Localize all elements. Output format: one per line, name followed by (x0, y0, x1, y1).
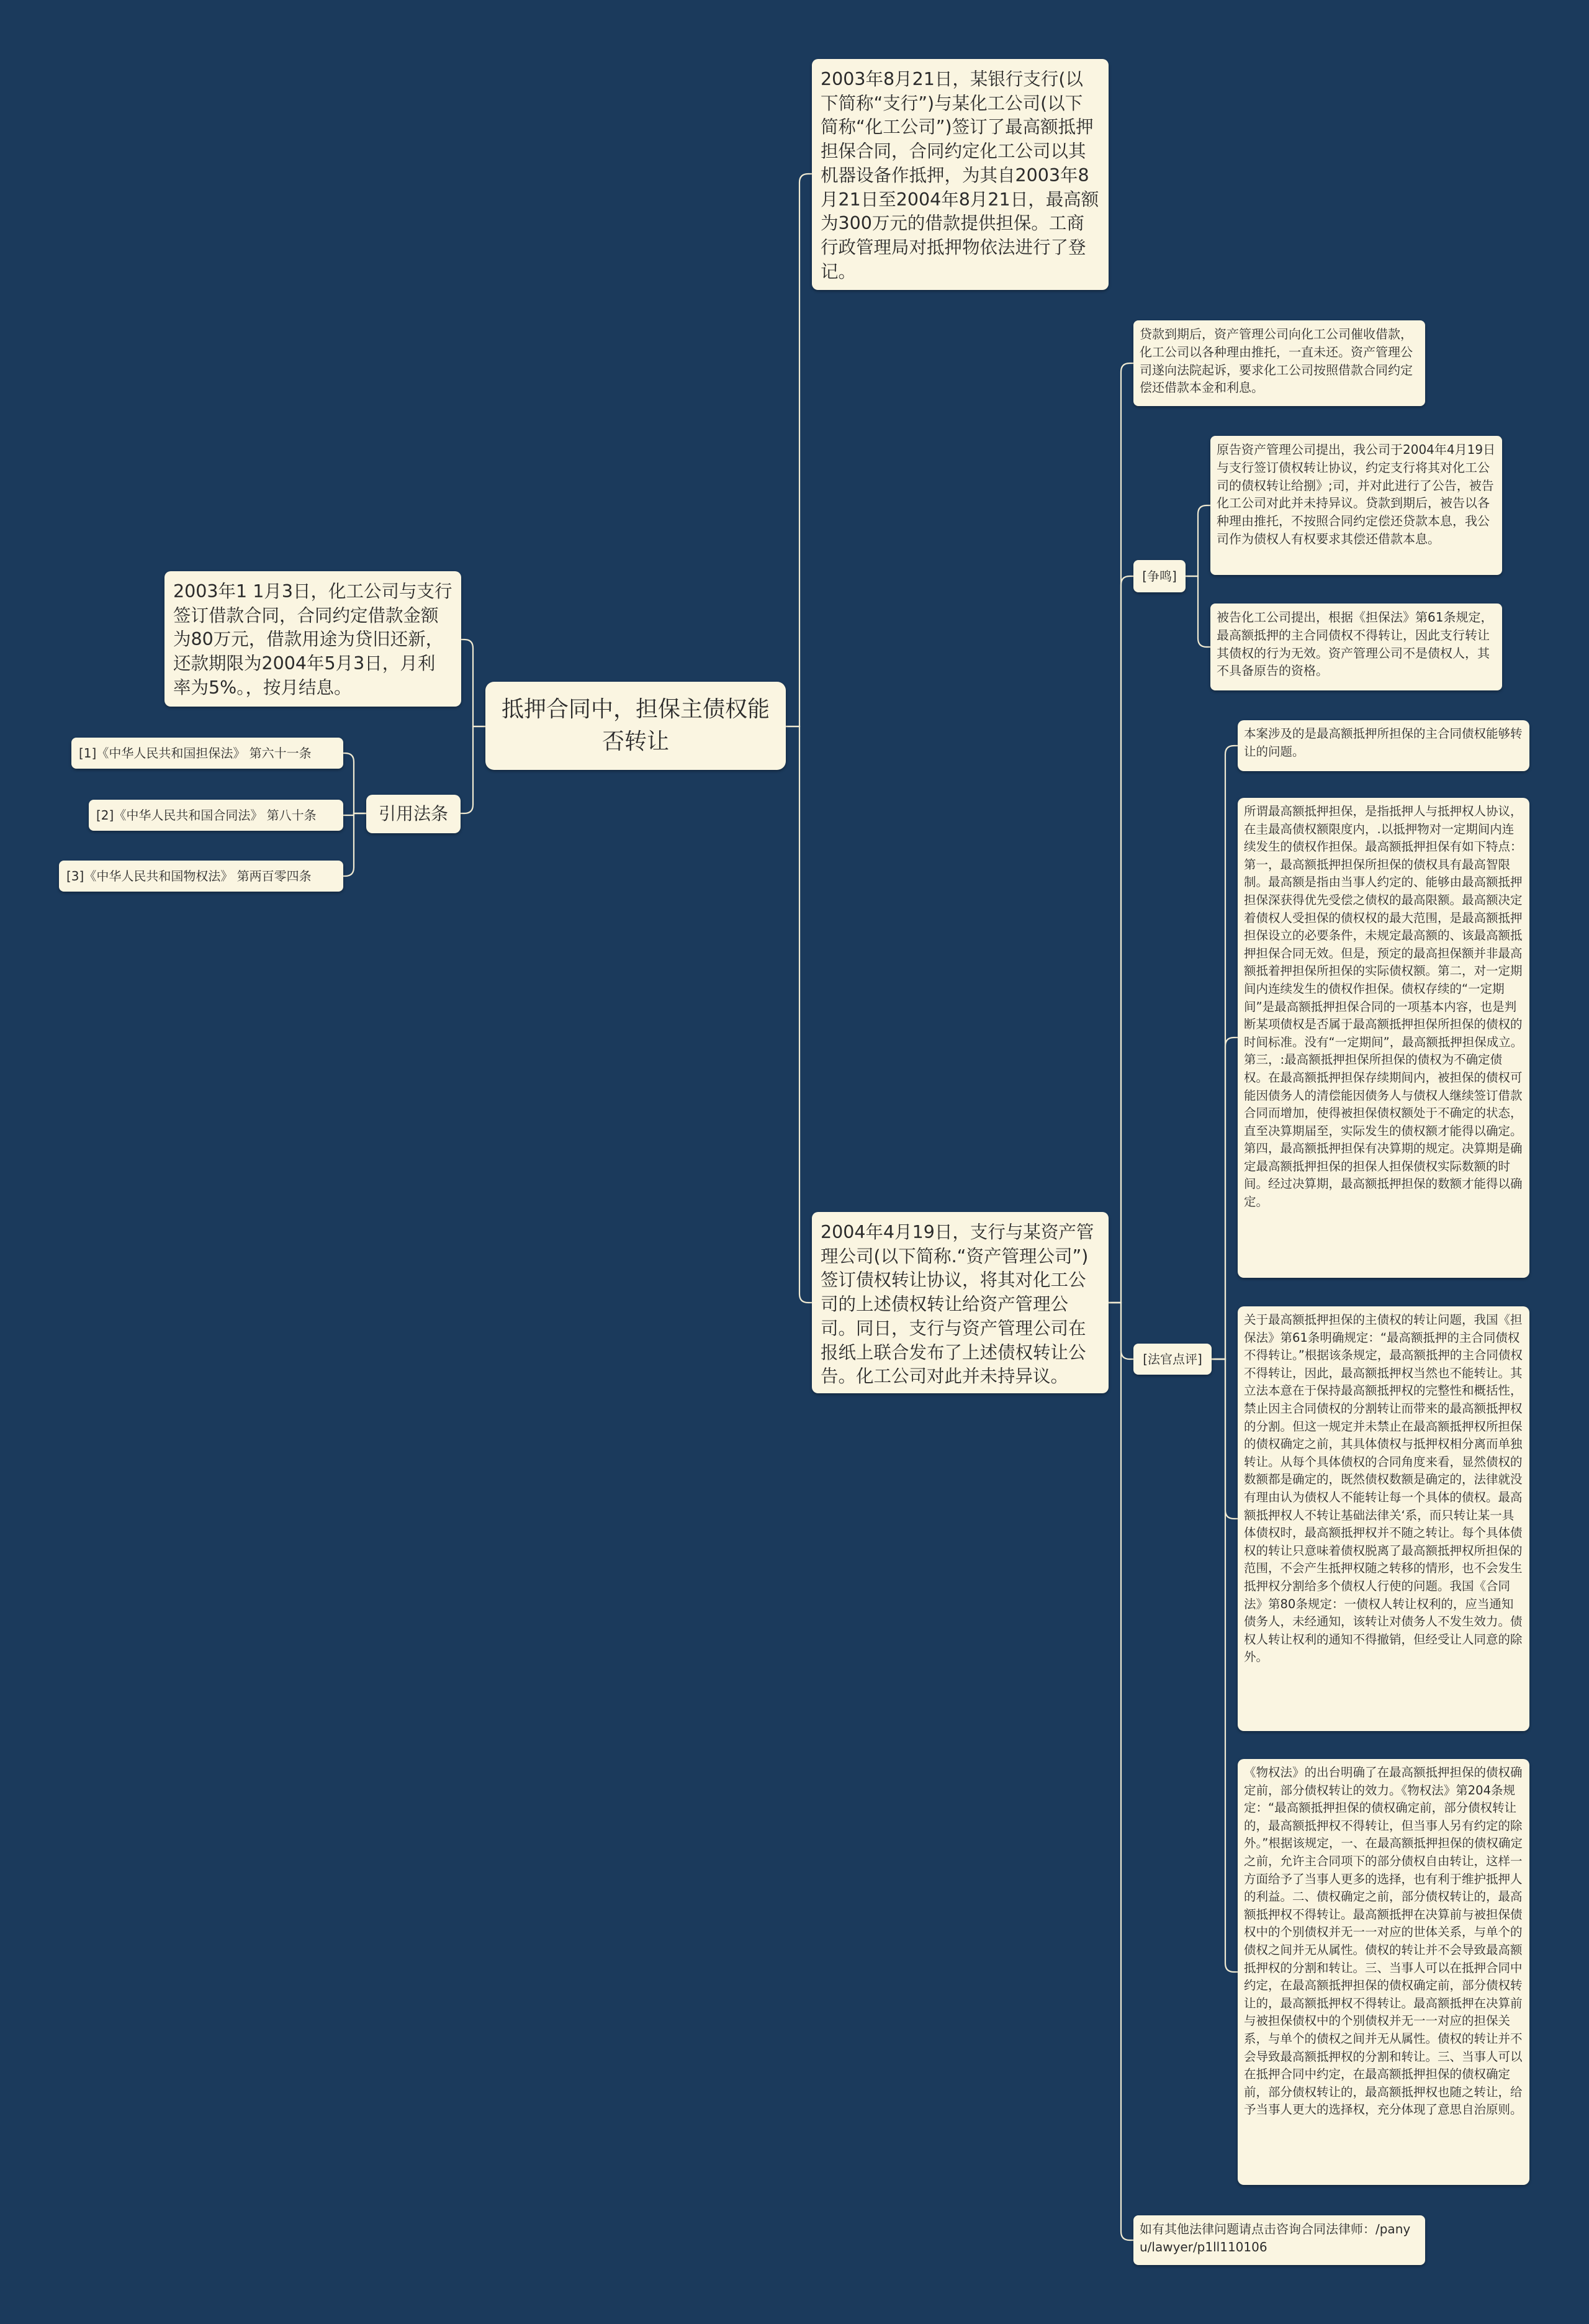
law-item-2[interactable] (89, 800, 343, 831)
cited-laws-label: 引用法条 (378, 803, 448, 824)
law-item-text: [3]《中华人民共和国物权法》 第两百零四条 (66, 869, 312, 884)
fact-node-2003-jan[interactable] (164, 571, 461, 707)
fact-text: 2003年1 1月3日，化工公司与支行签订借款合同，合同约定借款金额为80万元，借款用途为贷旧还新，还款期限为2004年5月3日，月利率为5%。，按月结息。 (173, 581, 452, 698)
commentary-definition-text: 所谓最高额抵押担保，是指抵押人与抵押权人协议，在圭最高债权额限度内，.以抵押物对一定期间内连续发生的债权作担保。最高额抵押担保有如下特点：第一，最高额抵押担保所担保的债权具有最高智限制。最高额是指由当事人约定的、能够由最高额抵押担保深获得优先受偿之债权的最高限额。最高额决定着债权人受担保的债权权的最大范围，是最高额抵押担保设立的必要条件，未规定最高额的、该最高额抵押担保合同无效。但是，预定的最高担保额并非最高额抵着押担保所担保的实际债权额。第二，对一定期间内连续发生的债权作担保。债权存续的“一定期间”是最高额抵押担保合同的一项基本内容，也是判断某项债权是否属于最高额抵押担保所担保的债权的时间标准。没有“一定期间”，最高额抵押担保成立。第三，:最高额抵押担保所担保的债权为不确定债权。在最高额抵押担保存续期间内，被担保的债权可能因债务人的清偿能因债务人与债权人继续签订借款合同而增加，使得被担保债权额处于不确定的状态，直至决算期届至，实际发生的债权额才能得以确定。第四，最高额抵押担保有决算期的规定。决算期是确定最高额抵押担保的担保人担保债权实际数额的时间。经过决算期，最高额抵押担保的数额才能得以确定。 (1244, 804, 1523, 1209)
defendant-claim-text: 被告化工公司提出，根据《担保法》第61条规定，最高额抵押的主合同债权不得转让，因此支行转让其债权的行为无效。资产管理公司不是债权人，其不具备原告的资格。 (1217, 610, 1493, 679)
fact2004-edge-3 (1109, 1303, 1133, 2240)
lawsuit-node[interactable] (1133, 320, 1425, 406)
lawsuit-text: 贷款到期后，资产管理公司向化工公司催收借款，化工公司以各种理由推托，一直未还。资产管理公司遂向法院起诉，要求化工公司按照借款合同约定偿还借款本金和利息。 (1140, 327, 1413, 396)
fact-node-2004-apr[interactable] (812, 1212, 1109, 1393)
cited-edge-2 (343, 813, 366, 876)
dispute-edge-0 (1186, 505, 1210, 576)
dispute-label: [争鸣] (1142, 569, 1177, 584)
law-item-3[interactable] (59, 861, 343, 892)
commentary-edge-1 (1212, 1038, 1238, 1359)
cited-edge-0 (343, 753, 366, 813)
fact-text: 2004年4月19日，支行与某资产管理公司(以下简称.“资产管理公司”)签订债权转让协议，将其对化工公司的上述债权转让给资产管理公司。同日，支行与资产管理公司在报纸上联合发布了上述债权转让公告。化工公司对此并未持异议。 (821, 1222, 1094, 1387)
commentary-transfer-text: 关于最高额抵押担保的主债权的转让问题，我国《担保法》第61条明确规定：“最高额抵押的主合同债权不得转让。”根据该条规定，最高额抵押的主合同债权不得转让，因此，最高额抵押权当然也不能转让。其立法本意在于保持最高额抵押权的完整性和概括性，禁止因主合同债权的分割转让而带来的最高额抵押权的分割。但这一规定并未禁止在最高额抵押权所担保的债权确定之前，其具体债权与抵押权相分离而单独转让。从每个具体债权的合同角度来看，显然债权的数额都是确定的，既然债权数额是确定的，法律就没有理由认为债权人不能转让每一个具体的债权。最高额抵押权人不转让基础法律关‘系，而只转让某一具体债权时，最高额抵押权并不随之转让。每个具体债权的转让只意味着债权脱离了最高额抵押权所担保的范围，不会产生抵押权随之转移的情形，也不会发生抵押权分割给多个债权人行使的问题。我国《合同法》第80条规定：一债权人转让权利的，应当通知债务人，未经通知，该转让对债务人不发生效力。债权人转让权利的通知不得撤销，但经受让人同意的除外。 (1244, 1313, 1523, 1665)
commentary-label-node[interactable] (1133, 1344, 1212, 1375)
dispute-label-node[interactable] (1133, 560, 1186, 592)
root-topic[interactable] (485, 682, 786, 770)
contact-lawyer-text: 如有其他法律问题请点击咨询合同法律师：/panyu/lawyer/p1ll110106 (1140, 2222, 1411, 2254)
plaintiff-claim-node[interactable] (1210, 436, 1502, 575)
fact-node-2003-aug[interactable] (812, 59, 1109, 290)
law-item-text: [1]《中华人民共和国担保法》 第六十一条 (79, 746, 312, 761)
plaintiff-claim-text: 原告资产管理公司提出，我公司于2004年4月19日与支行签订债权转让协议，约定支行将其对化工公司的债权转让给捌》;司，并对此进行了公告，被告化工公司对此并未持异议。贷款到期后，被告以各种理由推托，不按照合同约定偿还贷款本息，我公司作为债权人有权要求其偿还借款本息。 (1217, 442, 1496, 546)
commentary-definition-node[interactable] (1238, 798, 1529, 1278)
contact-lawyer-node[interactable] (1133, 2215, 1425, 2265)
fact2004-edge-1 (1109, 576, 1133, 1303)
commentary-property-law-text: 《物权法》的出台明确了在最高额抵押担保的债权确定前，部分债权转让的效力。《物权法》第204条规定：“最高额抵押担保的债权确定前，部分债权转让的，最高额抵押权不得转让，但当事人另有约定的除外。”根据该规定，一、在最高额抵押担保的债权确定之前，允许主合同项下的部分债权自由转让，这样一方面给予了当事人更多的选择，也有利于维护抵押人的利益。二、债权确定之前，部分债权转让的，最高额抵押权不得转让。最高额抵押在决算前与被担保债权中的个别债权并无一一对应的世体关系，与单个的债权之间并无从属性。债权的转让并不会导致最高额抵押权的分割和转让。三、当事人可以在抵押合同中约定，在最高额抵押担保的债权确定前，部分债权转让的，最高额抵押权不得转让。最高额抵押在决算前与被担保债权中的个别债权并无一一对应的担保关系，与单个的债权之间并无从属性。债权的转让并不会导致最高额抵押权的分割和转让。三、当事人可以在抵押合同中约定，在最高额抵押担保的债权确定前，部分债权转让的，最高额抵押权也随之转让，给予当事人更大的选择权，充分体现了意思自治原则。 (1244, 1765, 1523, 2117)
defendant-claim-node[interactable] (1210, 604, 1502, 690)
root-right-edge-0 (786, 174, 812, 726)
commentary-transfer-node[interactable] (1238, 1306, 1529, 1731)
commentary-issue-text: 本案涉及的是最高额抵押所担保的主合同债权能够转让的问题。 (1244, 726, 1523, 759)
root-left-edge-1 (461, 726, 485, 813)
commentary-property-law-node[interactable] (1238, 1759, 1529, 2185)
commentary-label: [法官点评] (1143, 1352, 1202, 1367)
law-item-1[interactable] (71, 738, 343, 769)
fact-text: 2003年8月21日，某银行支行(以下简称“支行”)与某化工公司(以下简称“化工公司”)签订了最高额抵押担保合同，合同约定化工公司以其机器设备作抵押，为其自2003年8月21日至2004年8月21日，最高额为300万元的借款提供担保。工商行政管理局对抵押物依法进行了登记。 (821, 69, 1099, 282)
law-item-text: [2]《中华人民共和国合同法》 第八十条 (96, 808, 317, 823)
root-right-edge-1 (786, 726, 812, 1303)
root-topic-label: 抵押合同中，担保主债权能否转让 (501, 697, 770, 754)
commentary-issue-node[interactable] (1238, 720, 1529, 771)
root-left-edge-0 (461, 640, 485, 726)
cited-laws-node[interactable] (366, 795, 461, 833)
dispute-edge-1 (1186, 576, 1210, 647)
commentary-edge-3 (1212, 1359, 1238, 1972)
